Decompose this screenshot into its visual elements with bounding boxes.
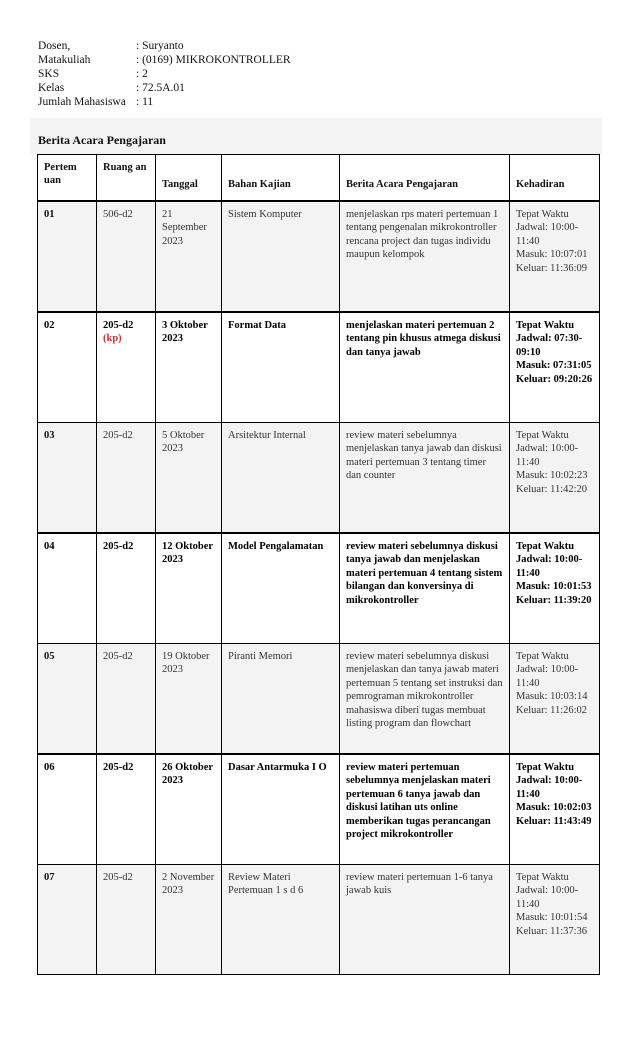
attendance-status: Tepat Waktu bbox=[516, 541, 575, 552]
table-row bbox=[38, 644, 600, 755]
attendance-keluar: Keluar: 11:37:36 bbox=[516, 925, 588, 937]
cell-ruangan bbox=[97, 754, 156, 865]
attendance-keluar: Keluar: 11:26:02 bbox=[516, 704, 588, 716]
col-header-pertemuan: Pertem uan bbox=[38, 155, 97, 202]
attendance-jadwal: Jadwal: 10:00-11:40 bbox=[516, 664, 579, 689]
cell-ruangan bbox=[97, 312, 156, 423]
attendance-status: Tepat Waktu bbox=[516, 320, 575, 331]
cell-kehadiran bbox=[510, 533, 600, 644]
room-text: 205-d2 bbox=[103, 651, 133, 662]
attendance-keluar: Keluar: 11:42:20 bbox=[516, 483, 588, 495]
cell-ruangan bbox=[97, 423, 156, 534]
cell-berita-acara: review materi sebelumnya menjelaskan tanya jawab dan diskusi materi pertemuan 3 tentang timer dan counter bbox=[340, 423, 510, 534]
cell-pertemuan: 01 bbox=[38, 201, 97, 312]
attendance-jadwal: Jadwal: 07:30-09:10 bbox=[516, 333, 583, 358]
attendance-keluar: Keluar: 11:43:49 bbox=[516, 815, 592, 827]
cell-bahan-kajian: Model Pengalamatan bbox=[222, 533, 340, 644]
cell-berita-acara: review materi pertemuan sebelumnya menjelaskan materi pertemuan 6 tanya jawab dan diskusi latihan uts online memberikan tugas perancangan project mikrokontroller bbox=[340, 754, 510, 865]
cell-tanggal: 5 Oktober 2023 bbox=[156, 423, 222, 534]
attendance-status: Tepat Waktu bbox=[516, 872, 569, 883]
info-value: : (0169) MIKROKONTROLLER bbox=[136, 54, 291, 66]
attendance-status: Tepat Waktu bbox=[516, 209, 569, 220]
info-label: Jumlah Mahasiswa bbox=[38, 96, 126, 108]
attendance-keluar: Keluar: 11:36:09 bbox=[516, 262, 588, 274]
cell-tanggal: 12 Oktober 2023 bbox=[156, 533, 222, 644]
table-header-row bbox=[38, 155, 600, 202]
attendance-status: Tepat Waktu bbox=[516, 651, 569, 662]
cell-bahan-kajian: Review Materi Pertemuan 1 s d 6 bbox=[222, 865, 340, 975]
info-value: : 11 bbox=[136, 96, 154, 108]
cell-bahan-kajian: Sistem Komputer bbox=[222, 201, 340, 312]
attendance-masuk: Masuk: 10:02:23 bbox=[516, 470, 588, 482]
attendance-masuk: Masuk: 10:02:03 bbox=[516, 802, 592, 814]
cell-pertemuan: 05 bbox=[38, 644, 97, 755]
attendance-jadwal: Jadwal: 10:00-11:40 bbox=[516, 775, 583, 800]
attendance-status: Tepat Waktu bbox=[516, 762, 575, 773]
attendance-jadwal: Jadwal: 10:00-11:40 bbox=[516, 885, 579, 910]
room-text: 205-d2 bbox=[103, 430, 133, 441]
info-value: : 72.5A.01 bbox=[136, 82, 185, 94]
room-text: 205-d2 bbox=[103, 872, 133, 883]
info-row-jumlah-mahasiswa bbox=[38, 95, 291, 109]
info-row-sks bbox=[38, 67, 291, 81]
info-row-dosen bbox=[38, 39, 291, 53]
teaching-report-table bbox=[37, 154, 600, 975]
cell-tanggal: 19 Oktober 2023 bbox=[156, 644, 222, 755]
info-label: Kelas bbox=[38, 82, 65, 94]
cell-kehadiran bbox=[510, 865, 600, 975]
attendance-masuk: Masuk: 07:31:05 bbox=[516, 360, 592, 372]
cell-pertemuan: 07 bbox=[38, 865, 97, 975]
attendance-masuk: Masuk: 10:07:01 bbox=[516, 249, 588, 261]
cell-kehadiran bbox=[510, 644, 600, 755]
info-value: : Suryanto bbox=[136, 40, 184, 52]
cell-tanggal: 2 November 2023 bbox=[156, 865, 222, 975]
col-header-ruangan: Ruang an bbox=[97, 155, 156, 202]
cell-tanggal: 3 Oktober 2023 bbox=[156, 312, 222, 423]
table-row bbox=[38, 423, 600, 534]
cell-berita-acara: menjelaskan materi pertemuan 2 tentang pin khusus atmega diskusi dan tanya jawab bbox=[340, 312, 510, 423]
info-label: Dosen, bbox=[38, 40, 71, 52]
room-text: 506-d2 bbox=[103, 209, 133, 220]
cell-tanggal: 26 Oktober 2023 bbox=[156, 754, 222, 865]
cell-berita-acara: review materi sebelumnya diskusi tanya jawab dan menjelaskan materi pertemuan 4 tentang sistem bilangan dan konversinya di mikrokontroller bbox=[340, 533, 510, 644]
room-text: 205-d2 bbox=[103, 541, 134, 552]
course-info bbox=[38, 39, 291, 109]
room-text: 205-d2 bbox=[103, 762, 134, 773]
attendance-jadwal: Jadwal: 10:00-11:40 bbox=[516, 222, 579, 247]
attendance-keluar: Keluar: 09:20:26 bbox=[516, 373, 593, 385]
col-header-tanggal: Tanggal bbox=[156, 155, 222, 202]
info-value: : 2 bbox=[136, 68, 148, 80]
kp-badge: (kp) bbox=[103, 333, 122, 345]
cell-pertemuan: 04 bbox=[38, 533, 97, 644]
cell-bahan-kajian: Format Data bbox=[222, 312, 340, 423]
table-row bbox=[38, 312, 600, 423]
attendance-keluar: Keluar: 11:39:20 bbox=[516, 594, 592, 606]
col-header-berita-acara: Berita Acara Pengajaran bbox=[340, 155, 510, 202]
info-row-matakuliah bbox=[38, 53, 291, 67]
table-row bbox=[38, 754, 600, 865]
attendance-status: Tepat Waktu bbox=[516, 430, 569, 441]
cell-pertemuan: 02 bbox=[38, 312, 97, 423]
cell-pertemuan: 06 bbox=[38, 754, 97, 865]
cell-kehadiran bbox=[510, 312, 600, 423]
attendance-jadwal: Jadwal: 10:00-11:40 bbox=[516, 554, 583, 579]
cell-bahan-kajian: Arsitektur Internal bbox=[222, 423, 340, 534]
table-row bbox=[38, 865, 600, 975]
cell-kehadiran bbox=[510, 201, 600, 312]
cell-kehadiran bbox=[510, 754, 600, 865]
section-title: Berita Acara Pengajaran bbox=[38, 133, 166, 147]
attendance-masuk: Masuk: 10:01:53 bbox=[516, 581, 592, 593]
cell-ruangan bbox=[97, 644, 156, 755]
col-header-bahan-kajian: Bahan Kajian bbox=[222, 155, 340, 202]
info-label: SKS bbox=[38, 68, 60, 80]
attendance-masuk: Masuk: 10:01:54 bbox=[516, 912, 588, 924]
cell-bahan-kajian: Piranti Memori bbox=[222, 644, 340, 755]
cell-berita-acara: review materi sebelumnya diskusi menjelaskan dan tanya jawab materi pertemuan 5 tentang set instruksi dan pemrograman mikrokontroller mahasiswa diberi tugas membuat listing program dan flowchart bbox=[340, 644, 510, 755]
attendance-masuk: Masuk: 10:03:14 bbox=[516, 691, 588, 703]
info-label: Matakuliah bbox=[38, 54, 91, 66]
cell-ruangan bbox=[97, 865, 156, 975]
cell-tanggal: 21 September 2023 bbox=[156, 201, 222, 312]
attendance-jadwal: Jadwal: 10:00-11:40 bbox=[516, 443, 579, 468]
cell-ruangan bbox=[97, 201, 156, 312]
cell-pertemuan: 03 bbox=[38, 423, 97, 534]
cell-kehadiran bbox=[510, 423, 600, 534]
cell-ruangan bbox=[97, 533, 156, 644]
col-header-kehadiran: Kehadiran bbox=[510, 155, 600, 202]
table-row bbox=[38, 533, 600, 644]
table-row bbox=[38, 201, 600, 312]
room-text: 205-d2 bbox=[103, 320, 134, 331]
cell-berita-acara: review materi pertemuan 1-6 tanya jawab kuis bbox=[340, 865, 510, 975]
cell-berita-acara: menjelaskan rps materi pertemuan 1 tentang pengenalan mikrokontroller rencana project dan tugas individu maupun kelompok bbox=[340, 201, 510, 312]
cell-bahan-kajian: Dasar Antarmuka I O bbox=[222, 754, 340, 865]
info-row-kelas bbox=[38, 81, 291, 95]
